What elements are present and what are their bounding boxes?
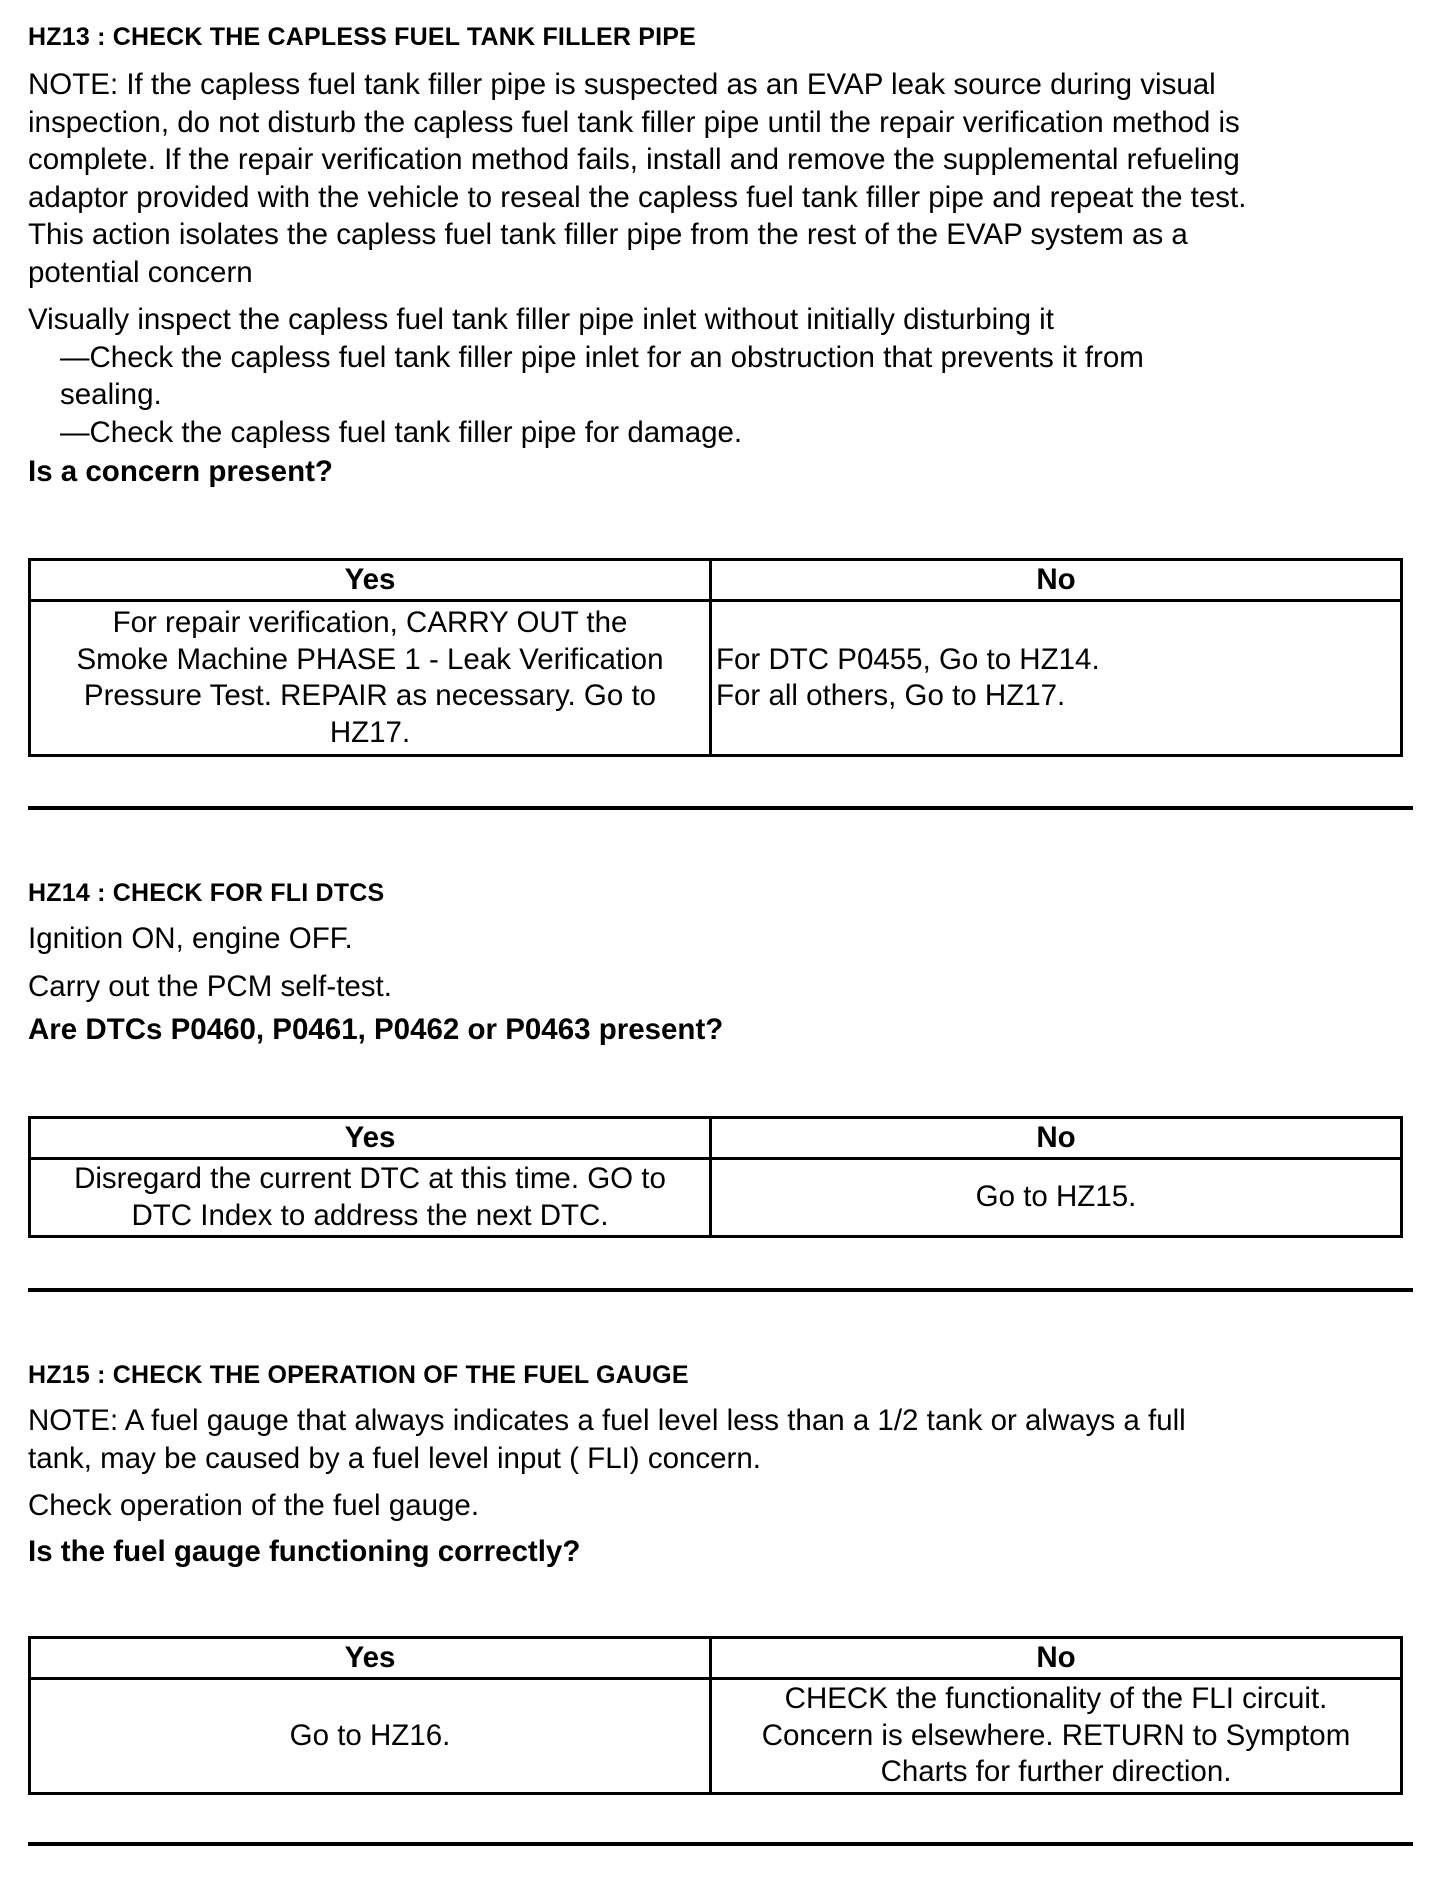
result-table-hz14 (28, 1116, 1403, 1238)
step-hz15 (28, 1360, 1186, 1570)
cell-line: CHECK the functionality of the FLI circuit. (784, 1682, 1328, 1716)
bullet-line: —Check the capless fuel tank filler pipe inlet for an obstruction that prevents it from (60, 340, 1144, 374)
cell-line: For all others, Go to HZ17. (716, 679, 1066, 712)
cell-line: HZ17. (329, 715, 411, 749)
step-hz13 (28, 22, 1246, 491)
instruction: Check operation of the fuel gauge. (28, 1489, 480, 1522)
bullet-line: —Check the capless fuel tank filler pipe for damage. (60, 415, 743, 449)
no-header: No (711, 560, 1402, 601)
cell-line: Smoke Machine PHASE 1 - Leak Verification (76, 642, 664, 676)
cell-line: Charts for further direction. (880, 1755, 1232, 1789)
note-line: NOTE: A fuel gauge that always indicates a fuel level less than a 1/2 tank or always a full (28, 1404, 1186, 1437)
result-table-hz13 (28, 558, 1403, 757)
question: Is a concern present? (28, 455, 333, 488)
cell-line: For repair verification, CARRY OUT the (112, 606, 628, 639)
cell-line: For DTC P0455, Go to HZ14. (716, 642, 1100, 676)
instruction: Carry out the PCM self-test. (28, 969, 392, 1003)
no-header: No (711, 1118, 1402, 1159)
yes-header: Yes (30, 1118, 711, 1159)
step-title: HZ15 : CHECK THE OPERATION OF THE FUEL GAUGE (28, 1361, 689, 1389)
note-line: adaptor provided with the vehicle to reseal the capless fuel tank filler pipe and repeat the test. (28, 180, 1247, 214)
note-line: This action isolates the capless fuel tank filler pipe from the rest of the EVAP system as a (28, 218, 1188, 251)
section-divider (28, 1842, 1413, 1846)
no-header: No (711, 1638, 1402, 1679)
step-title: HZ14 : CHECK FOR FLI DTCS (28, 879, 385, 907)
cell-line: Disregard the current DTC at this time. GO to (74, 1162, 666, 1195)
bullet-line: sealing. (60, 378, 162, 411)
yes-cell (30, 1679, 711, 1794)
note-line: NOTE: If the capless fuel tank filler pipe is suspected as an EVAP leak source during visual (28, 68, 1216, 101)
note-line: potential concern (28, 255, 253, 289)
cell-line: Concern is elsewhere. RETURN to Symptom (761, 1718, 1351, 1752)
note (28, 66, 1246, 291)
note (28, 1402, 1186, 1477)
note-line: tank, may be caused by a fuel level input ( FLI) concern. (28, 1441, 761, 1475)
yes-cell (30, 601, 711, 756)
result-table-hz15 (28, 1636, 1403, 1795)
instruction: Visually inspect the capless fuel tank filler pipe inlet without initially disturbing it (28, 303, 1054, 336)
question: Are DTCs P0460, P0461, P0462 or P0463 present? (28, 1013, 724, 1046)
cell-line: Pressure Test. REPAIR as necessary. Go to (83, 679, 657, 712)
cell-line: Go to HZ15. (975, 1180, 1137, 1214)
cell-line: DTC Index to address the next DTC. (131, 1198, 609, 1232)
note-line: inspection, do not disturb the capless fuel tank filler pipe until the repair verification method is (28, 105, 1240, 139)
no-cell (711, 1159, 1402, 1237)
bullet-item (28, 414, 1246, 452)
bullet-item (28, 339, 1246, 414)
cell-line: Go to HZ16. (289, 1718, 451, 1752)
yes-cell (30, 1159, 711, 1237)
section-divider (28, 806, 1413, 810)
note-line: complete. If the repair verification method fails, install and remove the supplemental refueling (28, 143, 1240, 176)
step-title: HZ13 : CHECK THE CAPLESS FUEL TANK FILLER PIPE (28, 23, 697, 51)
yes-header: Yes (30, 560, 711, 601)
section-divider (28, 1288, 1413, 1292)
instruction: Ignition ON, engine OFF. (28, 922, 353, 955)
no-cell (711, 1679, 1402, 1794)
yes-header: Yes (30, 1638, 711, 1679)
step-hz14 (28, 878, 723, 1049)
question: Is the fuel gauge functioning correctly? (28, 1534, 581, 1568)
no-cell (711, 601, 1402, 756)
